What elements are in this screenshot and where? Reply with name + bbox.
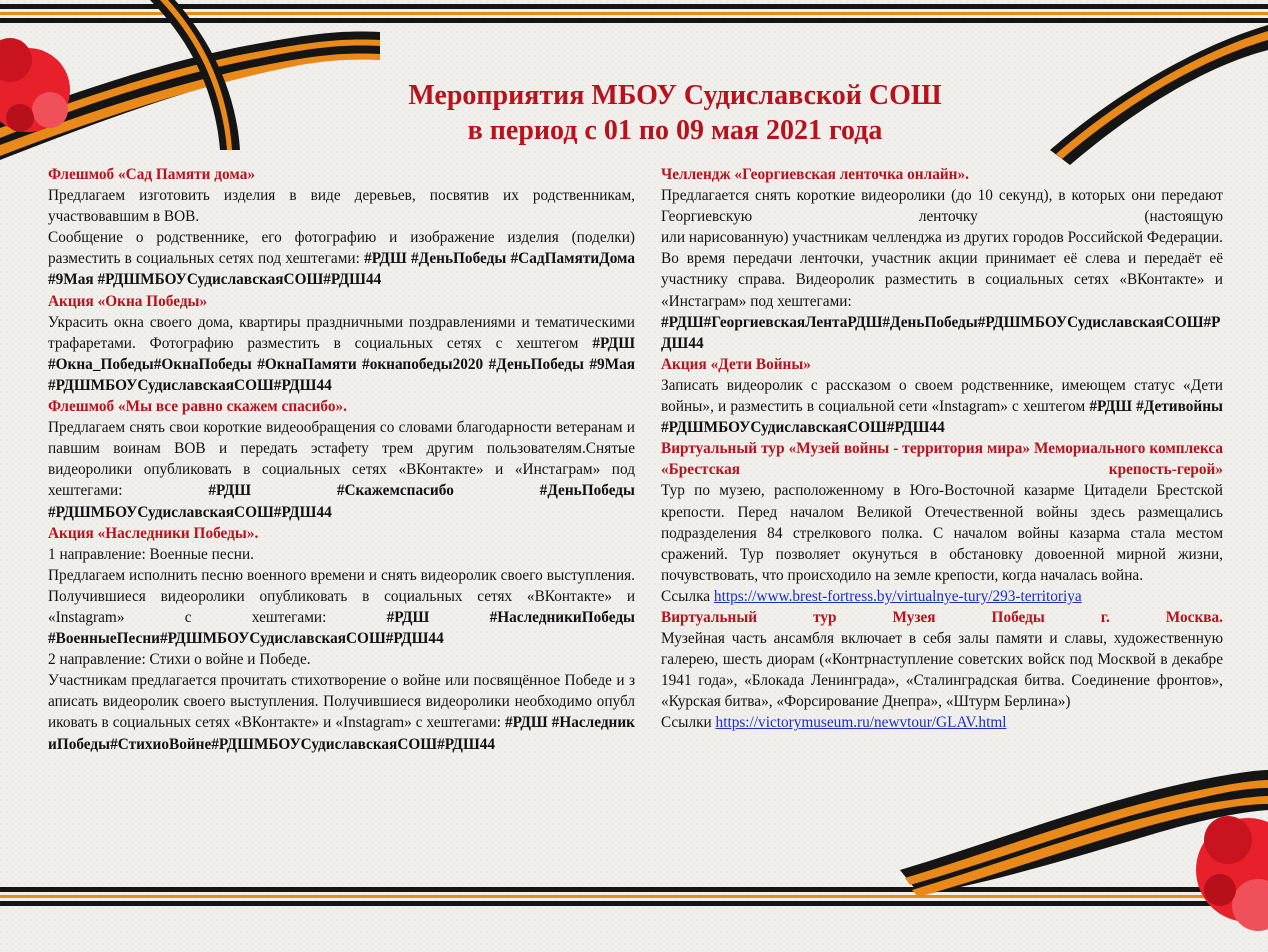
section-text-body: Украсить окна своего дома, квартиры праздничными поздравлениями и тематическими трафаретами. Фотографию разместить в социальных сетях с хештегом [48,313,635,352]
link-line [661,586,1223,607]
brest-fortress-link[interactable]: https://www.brest-fortress.by/virtualnye-tury/293-territoriya [713,587,1082,605]
hashtags: #РДШ #Скажемспасибо #ДеньПобеды #РДШМБОУСудиславскаяСОШ#РДШ44 [48,482,635,521]
section-heading: Виртуальный тур Музея Победы г. Москва. [661,608,1223,626]
section-text: Тур по музею, расположенному в Юго-Восточной казарме Цитадели Брестской крепости. Перед началом Великой Отечественной войны здесь размещались подразделения 84 стрелкового полка. С началом войны казарма стала местом сражений. Тур позволяет окунуться в обстановку довоенной мирной жизни, почувствовать, что происходило на земле крепости, когда началась война. [661,482,1223,584]
section-text [661,375,1223,438]
section-text: Предлагаем изготовить изделия в виде деревьев, посвятив их родственникам, участвовавшим в ВОВ. [48,187,635,226]
section-heading: Акция «Окна Победы» [48,292,208,310]
direction-label: 2 направление: Стихи о войне и Победе. [48,651,311,669]
section-text: Музейная часть ансамбля включает в себя залы памяти и славы, художественную галерею, шесть диорам («Контрнаступление советских войск под Москвой в декабре 1941 года», «Блокада Ленинграда», «Сталинградская битва. Соединение фронтов», «Курская битва», «Форсирование Днепра», «Штурм Берлина») [661,630,1223,711]
hashtags: #РДШ #Детивойны #РДШМБОУСудиславскаяСОШ#РДШ44 [661,398,1223,437]
link-label: Ссылка [661,587,711,605]
section-text [48,312,635,396]
section-text: Предлагается снять короткие видеоролики (до 10 секунд), в которых они передают Георгиевскую ленточку (настоящую [661,187,1223,226]
section-text-body: Участникам предлагается прочитать стихотворение о войне или посвящённое Победе и записать видеоролик своего выступления. Получившиеся видеоролики необходимо опубликовать в социальных сетях «ВКонтакте» и «Instagram» с хештегами: [48,672,635,732]
right-column [661,164,1223,734]
section-text [48,227,635,290]
link-line [661,712,1223,733]
section-text-body: Предлагаем исполнить песню военного времени и снять видеоролик своего выступления. Получившиеся видеоролики опубликовать в социальных сетях «ВКонтакте» и «Instagram» с хештегами: [48,566,635,626]
section-text-body: Предлагаем снять свои короткие видеообращения со словами благодарности ветеранам и павшим воинам ВОВ и передать эстафету трем другим пользователям.Снятые видеоролики опубликовать в социальных сетях «ВКонтакте» и «Инстаграм» под хештегами: [48,419,635,500]
section-heading: Челлендж «Георгиевская ленточка онлайн». [661,166,969,183]
hashtags: #РДШ#ГеоргиевскаяЛентаРДШ#ДеньПобеды#РДШМБОУСудиславскаяСОШ#РДШ44 [661,313,1221,352]
left-column [48,164,635,755]
hashtags: #РДШ #ДеньПобеды #СадПамятиДома #9Мая #РДШМБОУСудиславскаяСОШ#РДШ44 [48,250,636,289]
section-text-body: Сообщение о родственнике, его фотографию и изображение изделия (поделки) разместить в социальных сетях под хештегами: [48,229,635,268]
hashtags: #РДШ #Окна_Победы#ОкнаПобеды #ОкнаПамяти #окнапобеды2020 #ДеньПобеды #9Мая #РДШМБОУСудиславскаяСОШ#РДШ44 [48,334,635,394]
section-heading: Флешмоб «Мы все равно скажем спасибо». [48,398,347,416]
section-heading: Виртуальный тур «Музей войны - территория мира» Мемориального комплекса «Брестская крепость-герой» [661,440,1223,479]
section-heading: Флешмоб «Сад Памяти дома» [48,166,256,183]
section-text-body: Записать видеоролик с рассказом о своем родственнике, имеющем статус «Дети войны», и разместить в социальной сети «Instagram» с хештегом [661,376,1223,416]
direction-label: 1 направление: Военные песни. [48,545,254,563]
section-text [48,670,635,754]
hashtags: #РДШ #НаследникиПобеды#СтихиоВойне#РДШМБОУСудиславскаяСОШ#РДШ44 [48,714,636,753]
section-heading: Акция «Наследники Победы». [48,524,259,542]
section-text: или нарисованную) участникам челленджа из других городов Российской Федерации. Во время передачи ленточки, участник акции принимает её слева и передаёт её участнику справа. Видеоролик разместить в социальных сетях «ВКонтакте» и «Инстаграм» под хештегами: [661,229,1223,310]
page-title [280,78,1070,148]
hashtags: #РДШ #НаследникиПобеды #ВоенныеПесни#РДШМБОУСудиславскаяСОШ#РДШ44 [48,608,636,648]
section-heading: Акция «Дети Войны» [661,355,811,373]
victory-museum-link[interactable]: https://victorymuseum.ru/newvtour/GLAV.html [715,714,1007,732]
section-text [48,565,635,649]
title-line-2: в период с 01 по 09 мая 2021 года [467,115,883,146]
section-text [48,417,635,522]
link-label: Ссылки [661,714,712,732]
title-line-1: Мероприятия МБОУ Судиславской СОШ [408,80,942,111]
